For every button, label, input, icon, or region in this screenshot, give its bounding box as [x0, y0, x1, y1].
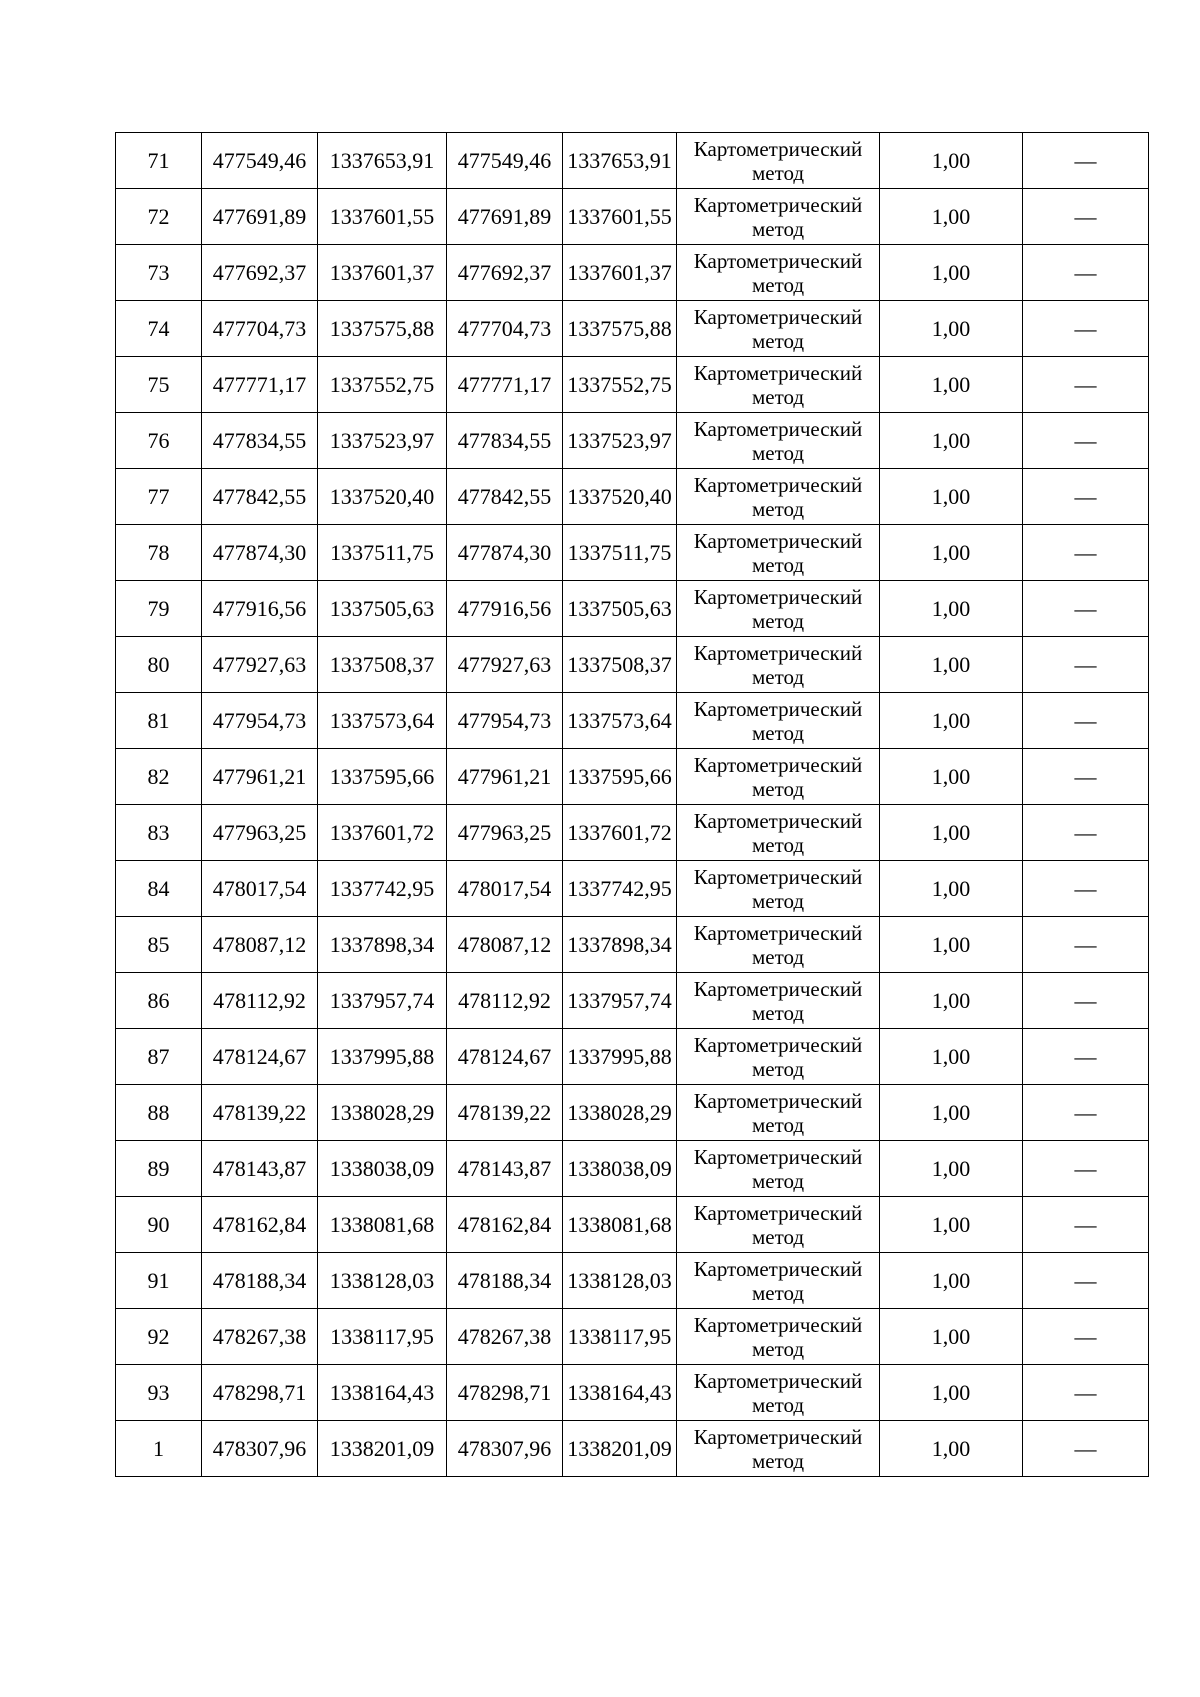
point-number-cell: 82	[116, 749, 202, 805]
point-number-cell: 89	[116, 1141, 202, 1197]
y-existing-cell: 1337508,37	[318, 637, 447, 693]
point-number-cell: 81	[116, 693, 202, 749]
method-line-1: Картометрический	[693, 360, 863, 385]
y-refined-cell: 1338038,09	[563, 1141, 677, 1197]
method-line-2: метод	[751, 1168, 805, 1193]
x-refined-cell: 477963,25	[447, 805, 563, 861]
point-number-cell: 85	[116, 917, 202, 973]
x-refined-cell: 477927,63	[447, 637, 563, 693]
x-refined-cell: 477834,55	[447, 413, 563, 469]
note-cell: —	[1023, 1085, 1149, 1141]
point-number-cell: 72	[116, 189, 202, 245]
coordinates-table	[115, 132, 1149, 1477]
table-row	[116, 413, 1149, 469]
method-line-2: метод	[751, 1336, 805, 1361]
method-line-2: метод	[751, 776, 805, 801]
method-line-1: Картометрический	[693, 1088, 863, 1113]
precision-cell: 1,00	[880, 133, 1023, 189]
y-existing-cell: 1337601,72	[318, 805, 447, 861]
precision-cell: 1,00	[880, 525, 1023, 581]
method-line-2: метод	[751, 1112, 805, 1137]
y-existing-cell: 1338038,09	[318, 1141, 447, 1197]
note-cell: —	[1023, 189, 1149, 245]
y-refined-cell: 1337573,64	[563, 693, 677, 749]
note-cell: —	[1023, 1365, 1149, 1421]
method-cell	[677, 413, 880, 469]
y-refined-cell: 1338028,29	[563, 1085, 677, 1141]
table-row	[116, 357, 1149, 413]
table-row	[116, 1085, 1149, 1141]
x-existing-cell: 478017,54	[202, 861, 318, 917]
method-cell	[677, 1197, 880, 1253]
point-number-cell: 77	[116, 469, 202, 525]
x-existing-cell: 477916,56	[202, 581, 318, 637]
table-row	[116, 133, 1149, 189]
y-refined-cell: 1338081,68	[563, 1197, 677, 1253]
method-line-1: Картометрический	[693, 1312, 863, 1337]
note-cell: —	[1023, 357, 1149, 413]
x-existing-cell: 477874,30	[202, 525, 318, 581]
x-refined-cell: 477692,37	[447, 245, 563, 301]
y-existing-cell: 1337573,64	[318, 693, 447, 749]
x-refined-cell: 477954,73	[447, 693, 563, 749]
y-existing-cell: 1337601,37	[318, 245, 447, 301]
point-number-cell: 78	[116, 525, 202, 581]
method-line-2: метод	[751, 384, 805, 409]
x-existing-cell: 477842,55	[202, 469, 318, 525]
y-existing-cell: 1338081,68	[318, 1197, 447, 1253]
point-number-cell: 92	[116, 1309, 202, 1365]
note-cell: —	[1023, 1421, 1149, 1477]
x-existing-cell: 477771,17	[202, 357, 318, 413]
note-cell: —	[1023, 1141, 1149, 1197]
x-refined-cell: 477916,56	[447, 581, 563, 637]
method-cell	[677, 973, 880, 1029]
point-number-cell: 1	[116, 1421, 202, 1477]
note-cell: —	[1023, 861, 1149, 917]
table-row	[116, 301, 1149, 357]
precision-cell: 1,00	[880, 693, 1023, 749]
y-existing-cell: 1337898,34	[318, 917, 447, 973]
y-refined-cell: 1337601,37	[563, 245, 677, 301]
point-number-cell: 74	[116, 301, 202, 357]
point-number-cell: 80	[116, 637, 202, 693]
note-cell: —	[1023, 245, 1149, 301]
y-refined-cell: 1337957,74	[563, 973, 677, 1029]
precision-cell: 1,00	[880, 1365, 1023, 1421]
note-cell: —	[1023, 301, 1149, 357]
x-refined-cell: 477549,46	[447, 133, 563, 189]
method-line-2: метод	[751, 160, 805, 185]
x-refined-cell: 478267,38	[447, 1309, 563, 1365]
x-existing-cell: 477961,21	[202, 749, 318, 805]
method-line-2: метод	[751, 1448, 805, 1473]
method-line-2: метод	[751, 1280, 805, 1305]
x-existing-cell: 477692,37	[202, 245, 318, 301]
method-line-1: Картометрический	[693, 192, 863, 217]
note-cell: —	[1023, 805, 1149, 861]
table-row	[116, 805, 1149, 861]
y-existing-cell: 1337957,74	[318, 973, 447, 1029]
method-cell	[677, 1085, 880, 1141]
precision-cell: 1,00	[880, 581, 1023, 637]
method-line-2: метод	[751, 440, 805, 465]
method-line-1: Картометрический	[693, 1032, 863, 1057]
method-line-1: Картометрический	[693, 1200, 863, 1225]
note-cell: —	[1023, 133, 1149, 189]
method-line-2: метод	[751, 1056, 805, 1081]
y-existing-cell: 1337552,75	[318, 357, 447, 413]
point-number-cell: 93	[116, 1365, 202, 1421]
x-refined-cell: 478298,71	[447, 1365, 563, 1421]
y-existing-cell: 1337653,91	[318, 133, 447, 189]
y-refined-cell: 1338164,43	[563, 1365, 677, 1421]
method-cell	[677, 749, 880, 805]
point-number-cell: 86	[116, 973, 202, 1029]
x-refined-cell: 477961,21	[447, 749, 563, 805]
method-line-2: метод	[751, 832, 805, 857]
method-line-1: Картометрический	[693, 472, 863, 497]
method-line-1: Картометрический	[693, 920, 863, 945]
y-refined-cell: 1338117,95	[563, 1309, 677, 1365]
method-cell	[677, 301, 880, 357]
y-refined-cell: 1337601,72	[563, 805, 677, 861]
table-row	[116, 749, 1149, 805]
x-refined-cell: 478143,87	[447, 1141, 563, 1197]
method-line-2: метод	[751, 272, 805, 297]
y-refined-cell: 1337575,88	[563, 301, 677, 357]
method-line-1: Картометрический	[693, 528, 863, 553]
method-cell	[677, 693, 880, 749]
method-line-2: метод	[751, 664, 805, 689]
precision-cell: 1,00	[880, 357, 1023, 413]
y-existing-cell: 1337742,95	[318, 861, 447, 917]
note-cell: —	[1023, 637, 1149, 693]
method-line-2: метод	[751, 1392, 805, 1417]
point-number-cell: 84	[116, 861, 202, 917]
y-refined-cell: 1337508,37	[563, 637, 677, 693]
method-cell	[677, 1365, 880, 1421]
point-number-cell: 73	[116, 245, 202, 301]
method-cell	[677, 469, 880, 525]
precision-cell: 1,00	[880, 861, 1023, 917]
y-existing-cell: 1338128,03	[318, 1253, 447, 1309]
method-line-2: метод	[751, 608, 805, 633]
method-line-2: метод	[751, 888, 805, 913]
method-line-1: Картометрический	[693, 416, 863, 441]
method-cell	[677, 525, 880, 581]
method-line-1: Картометрический	[693, 640, 863, 665]
x-refined-cell: 478188,34	[447, 1253, 563, 1309]
method-line-1: Картометрический	[693, 864, 863, 889]
method-line-1: Картометрический	[693, 1368, 863, 1393]
method-cell	[677, 189, 880, 245]
table-row	[116, 693, 1149, 749]
note-cell: —	[1023, 1029, 1149, 1085]
x-refined-cell: 478124,67	[447, 1029, 563, 1085]
method-line-1: Картометрический	[693, 752, 863, 777]
y-existing-cell: 1337601,55	[318, 189, 447, 245]
method-line-1: Картометрический	[693, 248, 863, 273]
method-line-2: метод	[751, 1224, 805, 1249]
x-existing-cell: 478143,87	[202, 1141, 318, 1197]
method-line-2: метод	[751, 944, 805, 969]
y-existing-cell: 1338164,43	[318, 1365, 447, 1421]
x-existing-cell: 477954,73	[202, 693, 318, 749]
y-existing-cell: 1337995,88	[318, 1029, 447, 1085]
y-refined-cell: 1337601,55	[563, 189, 677, 245]
y-existing-cell: 1338201,09	[318, 1421, 447, 1477]
precision-cell: 1,00	[880, 301, 1023, 357]
method-cell	[677, 1141, 880, 1197]
note-cell: —	[1023, 749, 1149, 805]
x-refined-cell: 477874,30	[447, 525, 563, 581]
precision-cell: 1,00	[880, 1309, 1023, 1365]
precision-cell: 1,00	[880, 1421, 1023, 1477]
method-cell	[677, 861, 880, 917]
table-row	[116, 1421, 1149, 1477]
method-line-1: Картометрический	[693, 584, 863, 609]
x-existing-cell: 478162,84	[202, 1197, 318, 1253]
y-refined-cell: 1337595,66	[563, 749, 677, 805]
table-row	[116, 245, 1149, 301]
table-row	[116, 1365, 1149, 1421]
y-refined-cell: 1338128,03	[563, 1253, 677, 1309]
precision-cell: 1,00	[880, 1085, 1023, 1141]
note-cell: —	[1023, 469, 1149, 525]
method-cell	[677, 357, 880, 413]
method-cell	[677, 805, 880, 861]
x-refined-cell: 477704,73	[447, 301, 563, 357]
note-cell: —	[1023, 917, 1149, 973]
method-cell	[677, 637, 880, 693]
precision-cell: 1,00	[880, 469, 1023, 525]
x-refined-cell: 478162,84	[447, 1197, 563, 1253]
x-existing-cell: 477927,63	[202, 637, 318, 693]
table-row	[116, 917, 1149, 973]
table-row	[116, 861, 1149, 917]
method-line-1: Картометрический	[693, 696, 863, 721]
precision-cell: 1,00	[880, 1029, 1023, 1085]
x-refined-cell: 477691,89	[447, 189, 563, 245]
x-existing-cell: 477549,46	[202, 133, 318, 189]
method-line-2: метод	[751, 1000, 805, 1025]
table-row	[116, 973, 1149, 1029]
y-refined-cell: 1337520,40	[563, 469, 677, 525]
y-refined-cell: 1337552,75	[563, 357, 677, 413]
point-number-cell: 87	[116, 1029, 202, 1085]
x-existing-cell: 477691,89	[202, 189, 318, 245]
x-existing-cell: 478267,38	[202, 1309, 318, 1365]
x-existing-cell: 478087,12	[202, 917, 318, 973]
y-existing-cell: 1337595,66	[318, 749, 447, 805]
precision-cell: 1,00	[880, 1253, 1023, 1309]
precision-cell: 1,00	[880, 1197, 1023, 1253]
y-existing-cell: 1338117,95	[318, 1309, 447, 1365]
x-refined-cell: 477771,17	[447, 357, 563, 413]
y-refined-cell: 1337523,97	[563, 413, 677, 469]
method-cell	[677, 917, 880, 973]
precision-cell: 1,00	[880, 1141, 1023, 1197]
point-number-cell: 71	[116, 133, 202, 189]
method-line-2: метод	[751, 328, 805, 353]
x-refined-cell: 478087,12	[447, 917, 563, 973]
x-existing-cell: 478139,22	[202, 1085, 318, 1141]
method-line-2: метод	[751, 496, 805, 521]
method-cell	[677, 133, 880, 189]
method-line-1: Картометрический	[693, 1144, 863, 1169]
x-existing-cell: 478307,96	[202, 1421, 318, 1477]
point-number-cell: 83	[116, 805, 202, 861]
table-row	[116, 1029, 1149, 1085]
y-refined-cell: 1337742,95	[563, 861, 677, 917]
note-cell: —	[1023, 1309, 1149, 1365]
table-row	[116, 525, 1149, 581]
y-refined-cell: 1337505,63	[563, 581, 677, 637]
y-refined-cell: 1337653,91	[563, 133, 677, 189]
precision-cell: 1,00	[880, 805, 1023, 861]
y-existing-cell: 1337511,75	[318, 525, 447, 581]
method-line-2: метод	[751, 552, 805, 577]
note-cell: —	[1023, 973, 1149, 1029]
point-number-cell: 75	[116, 357, 202, 413]
point-number-cell: 76	[116, 413, 202, 469]
method-line-1: Картометрический	[693, 304, 863, 329]
table-row	[116, 1141, 1149, 1197]
precision-cell: 1,00	[880, 413, 1023, 469]
point-number-cell: 79	[116, 581, 202, 637]
x-existing-cell: 477963,25	[202, 805, 318, 861]
precision-cell: 1,00	[880, 917, 1023, 973]
y-existing-cell: 1338028,29	[318, 1085, 447, 1141]
y-refined-cell: 1337511,75	[563, 525, 677, 581]
y-refined-cell: 1338201,09	[563, 1421, 677, 1477]
x-existing-cell: 478124,67	[202, 1029, 318, 1085]
method-line-2: метод	[751, 216, 805, 241]
method-line-1: Картометрический	[693, 1256, 863, 1281]
note-cell: —	[1023, 581, 1149, 637]
note-cell: —	[1023, 1197, 1149, 1253]
precision-cell: 1,00	[880, 973, 1023, 1029]
x-refined-cell: 477842,55	[447, 469, 563, 525]
method-line-2: метод	[751, 720, 805, 745]
precision-cell: 1,00	[880, 245, 1023, 301]
table-row	[116, 189, 1149, 245]
point-number-cell: 88	[116, 1085, 202, 1141]
table-body	[116, 133, 1149, 1477]
y-existing-cell: 1337575,88	[318, 301, 447, 357]
method-line-1: Картометрический	[693, 136, 863, 161]
y-existing-cell: 1337520,40	[318, 469, 447, 525]
precision-cell: 1,00	[880, 637, 1023, 693]
precision-cell: 1,00	[880, 749, 1023, 805]
x-refined-cell: 478112,92	[447, 973, 563, 1029]
note-cell: —	[1023, 1253, 1149, 1309]
x-refined-cell: 478139,22	[447, 1085, 563, 1141]
point-number-cell: 90	[116, 1197, 202, 1253]
method-line-1: Картометрический	[693, 808, 863, 833]
table-row	[116, 1253, 1149, 1309]
method-cell	[677, 245, 880, 301]
y-existing-cell: 1337523,97	[318, 413, 447, 469]
table-row	[116, 1309, 1149, 1365]
table-row	[116, 1197, 1149, 1253]
x-existing-cell: 477834,55	[202, 413, 318, 469]
method-cell	[677, 1029, 880, 1085]
table-row	[116, 581, 1149, 637]
x-refined-cell: 478017,54	[447, 861, 563, 917]
method-cell	[677, 1309, 880, 1365]
x-existing-cell: 478298,71	[202, 1365, 318, 1421]
x-existing-cell: 478112,92	[202, 973, 318, 1029]
x-existing-cell: 477704,73	[202, 301, 318, 357]
method-line-1: Картометрический	[693, 1424, 863, 1449]
table-row	[116, 469, 1149, 525]
x-refined-cell: 478307,96	[447, 1421, 563, 1477]
y-existing-cell: 1337505,63	[318, 581, 447, 637]
method-cell	[677, 581, 880, 637]
table-row	[116, 637, 1149, 693]
method-line-1: Картометрический	[693, 976, 863, 1001]
point-number-cell: 91	[116, 1253, 202, 1309]
note-cell: —	[1023, 525, 1149, 581]
note-cell: —	[1023, 693, 1149, 749]
y-refined-cell: 1337898,34	[563, 917, 677, 973]
note-cell: —	[1023, 413, 1149, 469]
x-existing-cell: 478188,34	[202, 1253, 318, 1309]
precision-cell: 1,00	[880, 189, 1023, 245]
method-cell	[677, 1421, 880, 1477]
method-cell	[677, 1253, 880, 1309]
y-refined-cell: 1337995,88	[563, 1029, 677, 1085]
